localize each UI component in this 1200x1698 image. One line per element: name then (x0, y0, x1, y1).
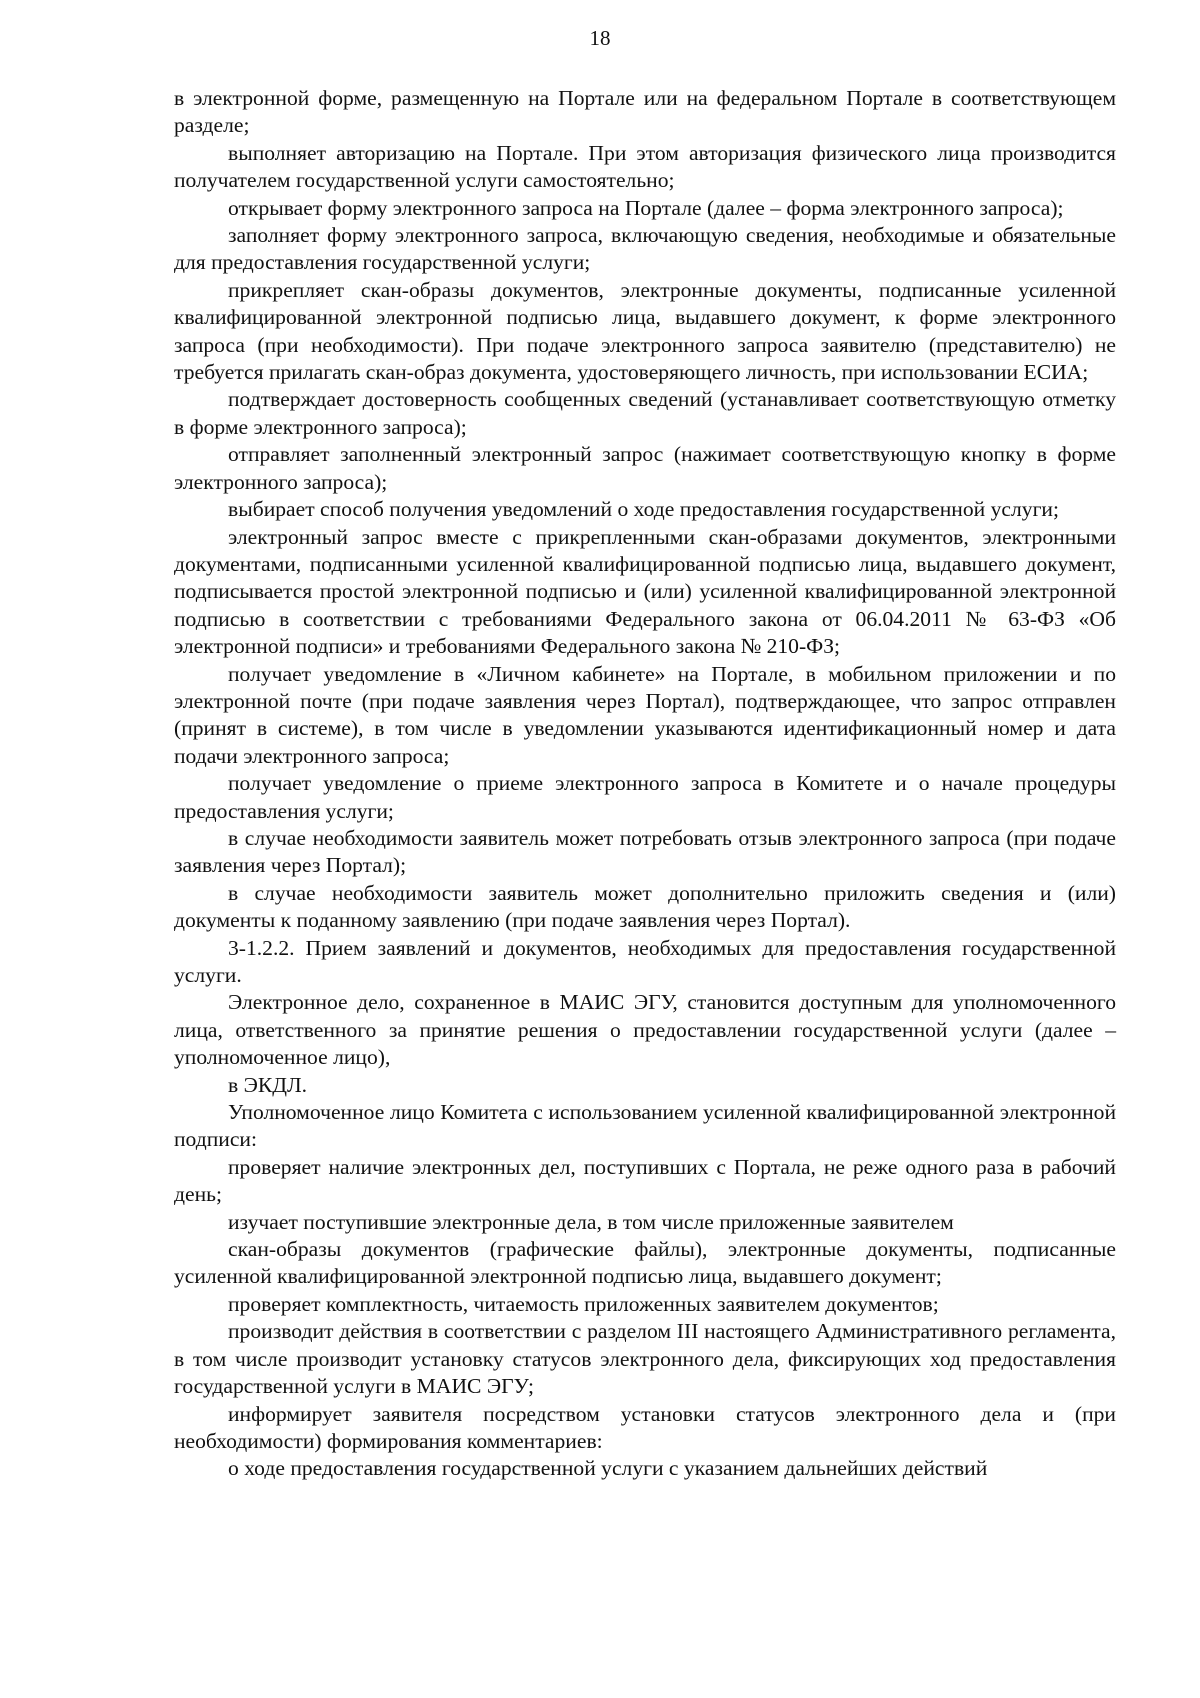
paragraph-continuation: в электронной форме, размещенную на Портале или на федеральном Портале в соответствующем разделе; (174, 86, 1116, 138)
paragraph-progress-status: о ходе предоставления государственной услуги с указанием дальнейших действий (228, 1456, 988, 1481)
paragraph-attach-additional: в случае необходимости заявитель может дополнительно приложить сведения и (или) документы к поданному заявлению (при подаче заявления через Портал). (174, 880, 1116, 933)
paragraph-authorization: выполняет авторизацию на Портале. При этом авторизация физического лица производится получателем государственной услуги самостоятельно; (174, 140, 1116, 193)
paragraph-withdraw-request: в случае необходимости заявитель может потребовать отзыв электронного запроса (при подаче заявления через Портал); (174, 825, 1116, 878)
paragraph-inform-applicant: информирует заявителя посредством установки статусов электронного дела и (при необходимости) формирования комментариев: (174, 1401, 1116, 1453)
paragraph-notification-method: выбирает способ получения уведомлений о ходе предоставления государственной услуги; (228, 497, 1059, 522)
paragraph-scan-images: скан-образы документов (графические файлы), электронные документы, подписанные усиленной квалифицированной электронной подписью лица, выдавшего документ; (174, 1237, 1116, 1289)
paragraph-attach-documents: прикрепляет скан-образы документов, электронные документы, подписанные усиленной квалифицированной электронной подписью лица, выдавшего документ, к форме электронного запроса (при необходимости). При подаче электронного запроса заявителю (представителю) не требуется прилагать скан-образ документа, удостоверяющего личность, при использовании ЕСИА; (174, 277, 1116, 385)
paragraph-perform-actions: производит действия в соответствии с разделом III настоящего Административного регламента, в том числе производит установку статусов электронного дела, фиксирующих ход предоставления государственной услуги в МАИС ЭГУ; (174, 1319, 1116, 1399)
paragraph-check-cases: проверяет наличие электронных дел, поступивших с Портала, не реже одного раза в рабочий день; (174, 1154, 1116, 1207)
paragraph-authorized-person: Уполномоченное лицо Комитета с использованием усиленной квалифицированной электронной подписи: (174, 1100, 1116, 1152)
paragraph-ekdl: в ЭКДЛ. (228, 1072, 308, 1097)
paragraph-fill-form: заполняет форму электронного запроса, включающую сведения, необходимые и обязательные для предоставления государственной услуги; (174, 223, 1116, 275)
page-number: 18 (589, 26, 611, 50)
document-body (174, 85, 1116, 1483)
paragraph-confirm-data: подтверждает достоверность сообщенных сведений (устанавливает соответствующую отметку в форме электронного запроса); (174, 387, 1116, 439)
paragraph-send-request: отправляет заполненный электронный запрос (нажимает соответствующую кнопку в форме электронного запроса); (174, 442, 1116, 494)
paragraph-electronic-case: Электронное дело, сохраненное в МАИС ЭГУ, становится доступным для уполномоченного лица, ответственного за принятие решения о предоставлении государственной услуги (далее – уполномоченное лицо), (174, 990, 1116, 1070)
paragraph-signature: электронный запрос вместе с прикрепленными скан-образами документов, электронными документами, подписанными усиленной квалифицированной подписью лица, выдавшего документ, подписывается простой электронной подписью и (или) усиленной квалифицированной электронной подписью в соответствии с требованиями Федерального закона от 06.04.2011 № 63-ФЗ «Об электронной подписи» и требованиями Федерального закона № 210-ФЗ; (174, 524, 1116, 659)
paragraph-open-form: открывает форму электронного запроса на Портале (далее – форма электронного запроса); (228, 195, 1064, 220)
section-heading-3-1-2-2: 3-1.2.2. Прием заявлений и документов, необходимых для предоставления государственной услуги. (174, 935, 1116, 987)
paragraph-acceptance-notice: получает уведомление о приеме электронного запроса в Комитете и о начале процедуры предоставления услуги; (174, 771, 1116, 823)
paragraph-receive-notification: получает уведомление в «Личном кабинете» на Портале, в мобильном приложении и по электронной почте (при подаче заявления через Портал), подтверждающее, что запрос отправлен (принят в системе), в том числе в уведомлении указываются идентификационный номер и дата подачи электронного запроса; (174, 661, 1116, 768)
paragraph-study-cases: изучает поступившие электронные дела, в том числе приложенные заявителем (228, 1209, 954, 1234)
paragraph-check-completeness: проверяет комплектность, читаемость приложенных заявителем документов; (228, 1291, 939, 1316)
